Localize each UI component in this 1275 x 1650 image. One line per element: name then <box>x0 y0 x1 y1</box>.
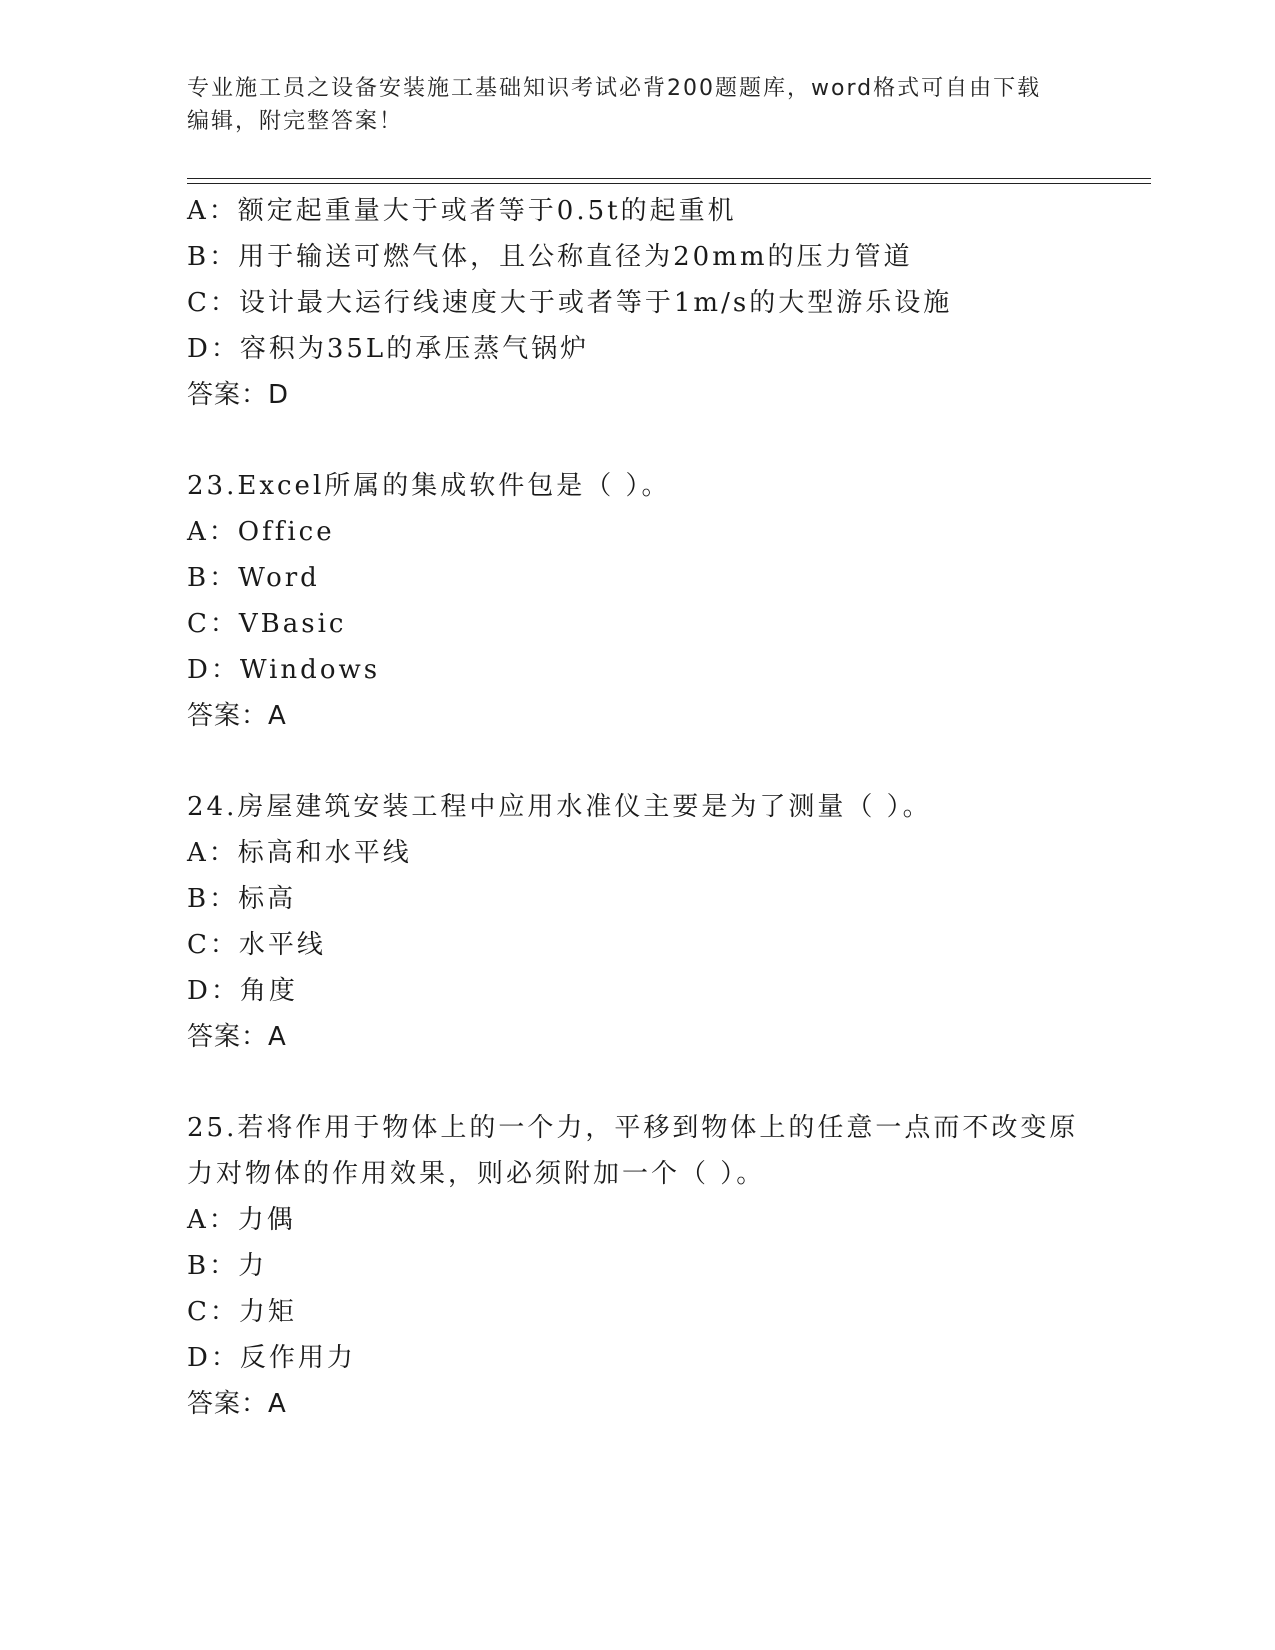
option-a: A：额定起重量大于或者等于0.5t的起重机 <box>187 196 737 226</box>
header-divider-top <box>187 178 1151 179</box>
option-c: C：力矩 <box>187 1297 297 1327</box>
answer: 答案：D <box>187 380 290 410</box>
option-c: C：设计最大运行线速度大于或者等于1m/s的大型游乐设施 <box>187 288 953 318</box>
question-block-23 <box>187 463 1147 739</box>
header-divider-bottom <box>187 183 1151 184</box>
answer: 答案：A <box>187 701 287 731</box>
option-d: D：Windows <box>187 655 381 685</box>
question-block-prev <box>187 188 1147 418</box>
answer: 答案：A <box>187 1022 287 1052</box>
option-a: A：标高和水平线 <box>187 838 412 868</box>
option-b: B：用于输送可燃气体，且公称直径为20mm的压力管道 <box>187 242 913 272</box>
answer: 答案：A <box>187 1389 287 1419</box>
option-a: A：力偶 <box>187 1205 296 1235</box>
header-line-1: 专业施工员之设备安装施工基础知识考试必背200题题库，word格式可自由下载 <box>187 76 1042 101</box>
question-stem-line-2: 力对物体的作用效果，则必须附加一个（ ）。 <box>187 1159 766 1189</box>
option-b: B：力 <box>187 1251 268 1281</box>
question-block-25 <box>187 1105 1147 1427</box>
header-line-2: 编辑，附完整答案！ <box>187 109 404 134</box>
question-block-24 <box>187 784 1147 1060</box>
option-b: B：标高 <box>187 884 297 914</box>
option-d: D：容积为35L的承压蒸气锅炉 <box>187 334 590 364</box>
option-c: C：VBasic <box>187 609 347 639</box>
question-stem-line-1: 25.若将作用于物体上的一个力，平移到物体上的任意一点而不改变原 <box>187 1113 1079 1143</box>
question-stem: 24.房屋建筑安装工程中应用水准仪主要是为了测量（ ）。 <box>187 792 932 822</box>
option-c: C：水平线 <box>187 930 326 960</box>
option-d: D：反作用力 <box>187 1343 356 1373</box>
document-header <box>187 72 1087 138</box>
option-a: A：Office <box>187 517 335 547</box>
option-b: B：Word <box>187 563 320 593</box>
question-list <box>187 188 1147 1427</box>
option-d: D：角度 <box>187 976 298 1006</box>
question-stem: 23.Excel所属的集成软件包是（ ）。 <box>187 471 671 501</box>
